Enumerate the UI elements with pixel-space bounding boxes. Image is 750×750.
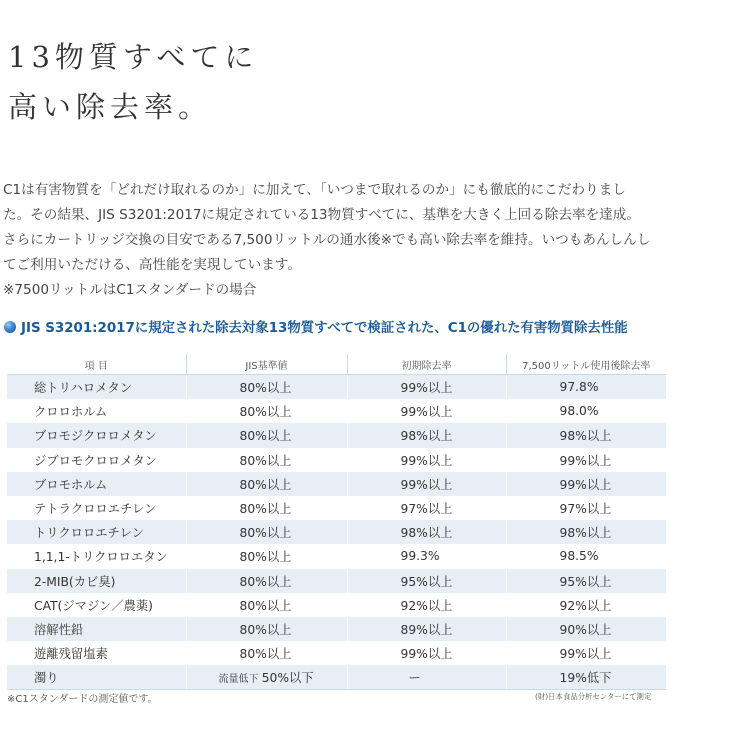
cell-jis: 80%以上 bbox=[186, 375, 347, 400]
table-row bbox=[7, 423, 666, 447]
headline-line-1: 13物質すべてに bbox=[8, 40, 259, 74]
cell-initial: 99%以上 bbox=[347, 641, 506, 665]
cell-initial: 99%以上 bbox=[347, 399, 506, 423]
header-item: 項 目 bbox=[7, 354, 186, 375]
cell-initial: 99.3% bbox=[347, 544, 506, 568]
body-line: た。その結果、JIS S3201:2017に規定されている13物質すべてに、基準を大きく上回る除去率を達成。 bbox=[3, 207, 640, 223]
header-jis: JIS基準値 bbox=[186, 354, 347, 375]
cell-item: 1,1,1-トリクロロエタン bbox=[7, 544, 186, 568]
section-heading bbox=[4, 317, 746, 336]
headline bbox=[8, 32, 258, 132]
table-row bbox=[7, 569, 666, 593]
body-note: ※7500リットルはC1スタンダードの場合 bbox=[3, 282, 257, 298]
cell-item: CAT(ジマジン／農薬) bbox=[7, 593, 186, 617]
table-row bbox=[7, 375, 666, 400]
cell-initial: 98%以上 bbox=[347, 423, 506, 447]
body-line: さらにカートリッジ交換の目安である7,500リットルの通水後※でも高い除去率を維持。いつもあんしんし bbox=[3, 232, 651, 248]
table-body bbox=[7, 375, 666, 690]
cell-item: 溶解性鉛 bbox=[7, 617, 186, 641]
removal-rate-grid bbox=[7, 354, 666, 689]
blue-bullet-icon bbox=[4, 321, 16, 333]
cell-initial: 89%以上 bbox=[347, 617, 506, 641]
cell-initial: 92%以上 bbox=[347, 593, 506, 617]
cell-jis: 80%以上 bbox=[186, 569, 347, 593]
cell-after: 95%以上 bbox=[506, 569, 666, 593]
cell-jis: 80%以上 bbox=[186, 472, 347, 496]
cell-item: 総トリハロメタン bbox=[7, 375, 186, 400]
removal-rate-table bbox=[7, 354, 666, 690]
cell-initial: ー bbox=[347, 665, 506, 689]
header-after: 7,500リットル使用後除去率 bbox=[506, 354, 666, 375]
cell-jis: 80%以上 bbox=[186, 520, 347, 544]
cell-item: テトラクロロエチレン bbox=[7, 496, 186, 520]
body-paragraph bbox=[3, 178, 745, 303]
cell-initial: 99%以上 bbox=[347, 472, 506, 496]
cell-jis: 80%以上 bbox=[186, 423, 347, 447]
cell-jis: 80%以上 bbox=[186, 448, 347, 472]
flow-reduction-value: 50%以下 bbox=[261, 671, 314, 686]
table-header-row bbox=[7, 354, 666, 375]
cell-after: 98.5% bbox=[506, 544, 666, 568]
cell-jis: 80%以上 bbox=[186, 617, 347, 641]
cell-after: 98%以上 bbox=[506, 423, 666, 447]
table-row bbox=[7, 472, 666, 496]
cell-after: 99%以上 bbox=[506, 472, 666, 496]
headline-line-2: 高い除去率。 bbox=[8, 90, 213, 124]
table-row-turbidity bbox=[7, 665, 666, 689]
cell-jis: 80%以上 bbox=[186, 496, 347, 520]
table-row bbox=[7, 593, 666, 617]
cell-after: 97%以上 bbox=[506, 496, 666, 520]
cell-item: 遊離残留塩素 bbox=[7, 641, 186, 665]
table-row bbox=[7, 448, 666, 472]
cell-after: 90%以上 bbox=[506, 617, 666, 641]
cell-after: 98%以上 bbox=[506, 520, 666, 544]
cell-after: 98.0% bbox=[506, 399, 666, 423]
cell-after: 97.8% bbox=[506, 375, 666, 400]
cell-item: クロロホルム bbox=[7, 399, 186, 423]
table-row bbox=[7, 520, 666, 544]
cell-after: 19%低下 bbox=[506, 665, 666, 689]
cell-after: 99%以上 bbox=[506, 641, 666, 665]
table-row bbox=[7, 617, 666, 641]
cell-initial: 97%以上 bbox=[347, 496, 506, 520]
body-line: てご利用いただける、高性能を実現しています。 bbox=[3, 257, 301, 273]
cell-initial: 98%以上 bbox=[347, 520, 506, 544]
header-initial: 初期除去率 bbox=[347, 354, 506, 375]
table-row bbox=[7, 399, 666, 423]
cell-after: 92%以上 bbox=[506, 593, 666, 617]
cell-item: 2-MIB(カビ臭) bbox=[7, 569, 186, 593]
cell-jis bbox=[186, 665, 347, 689]
cell-after: 99%以上 bbox=[506, 448, 666, 472]
cell-jis: 80%以上 bbox=[186, 544, 347, 568]
table-row bbox=[7, 544, 666, 568]
flow-reduction-label: 流量低下 bbox=[218, 674, 259, 686]
footnote-lab: (財)日本食品分析センターにて測定 bbox=[535, 692, 652, 701]
footnote-measurement: ※C1スタンダードの測定値です。 bbox=[7, 694, 158, 705]
cell-initial: 95%以上 bbox=[347, 569, 506, 593]
body-line: C1は有害物質を「どれだけ取れるのか」に加えて、「いつまで取れるのか」にも徹底的にこだわりまし bbox=[3, 182, 626, 198]
cell-initial: 99%以上 bbox=[347, 375, 506, 400]
cell-initial: 99%以上 bbox=[347, 448, 506, 472]
cell-item: 濁り bbox=[7, 665, 186, 689]
table-row bbox=[7, 496, 666, 520]
cell-jis: 80%以上 bbox=[186, 399, 347, 423]
cell-item: ブロモホルム bbox=[7, 472, 186, 496]
section-heading-text: JIS S3201:2017に規定された除去対象13物質すべてで検証された、C1の優れた有害物質除去性能 bbox=[21, 321, 628, 336]
cell-item: トリクロロエチレン bbox=[7, 520, 186, 544]
table-row bbox=[7, 641, 666, 665]
cell-item: ジブロモクロロメタン bbox=[7, 448, 186, 472]
cell-jis: 80%以上 bbox=[186, 641, 347, 665]
cell-jis: 80%以上 bbox=[186, 593, 347, 617]
cell-item: ブロモジクロロメタン bbox=[7, 423, 186, 447]
